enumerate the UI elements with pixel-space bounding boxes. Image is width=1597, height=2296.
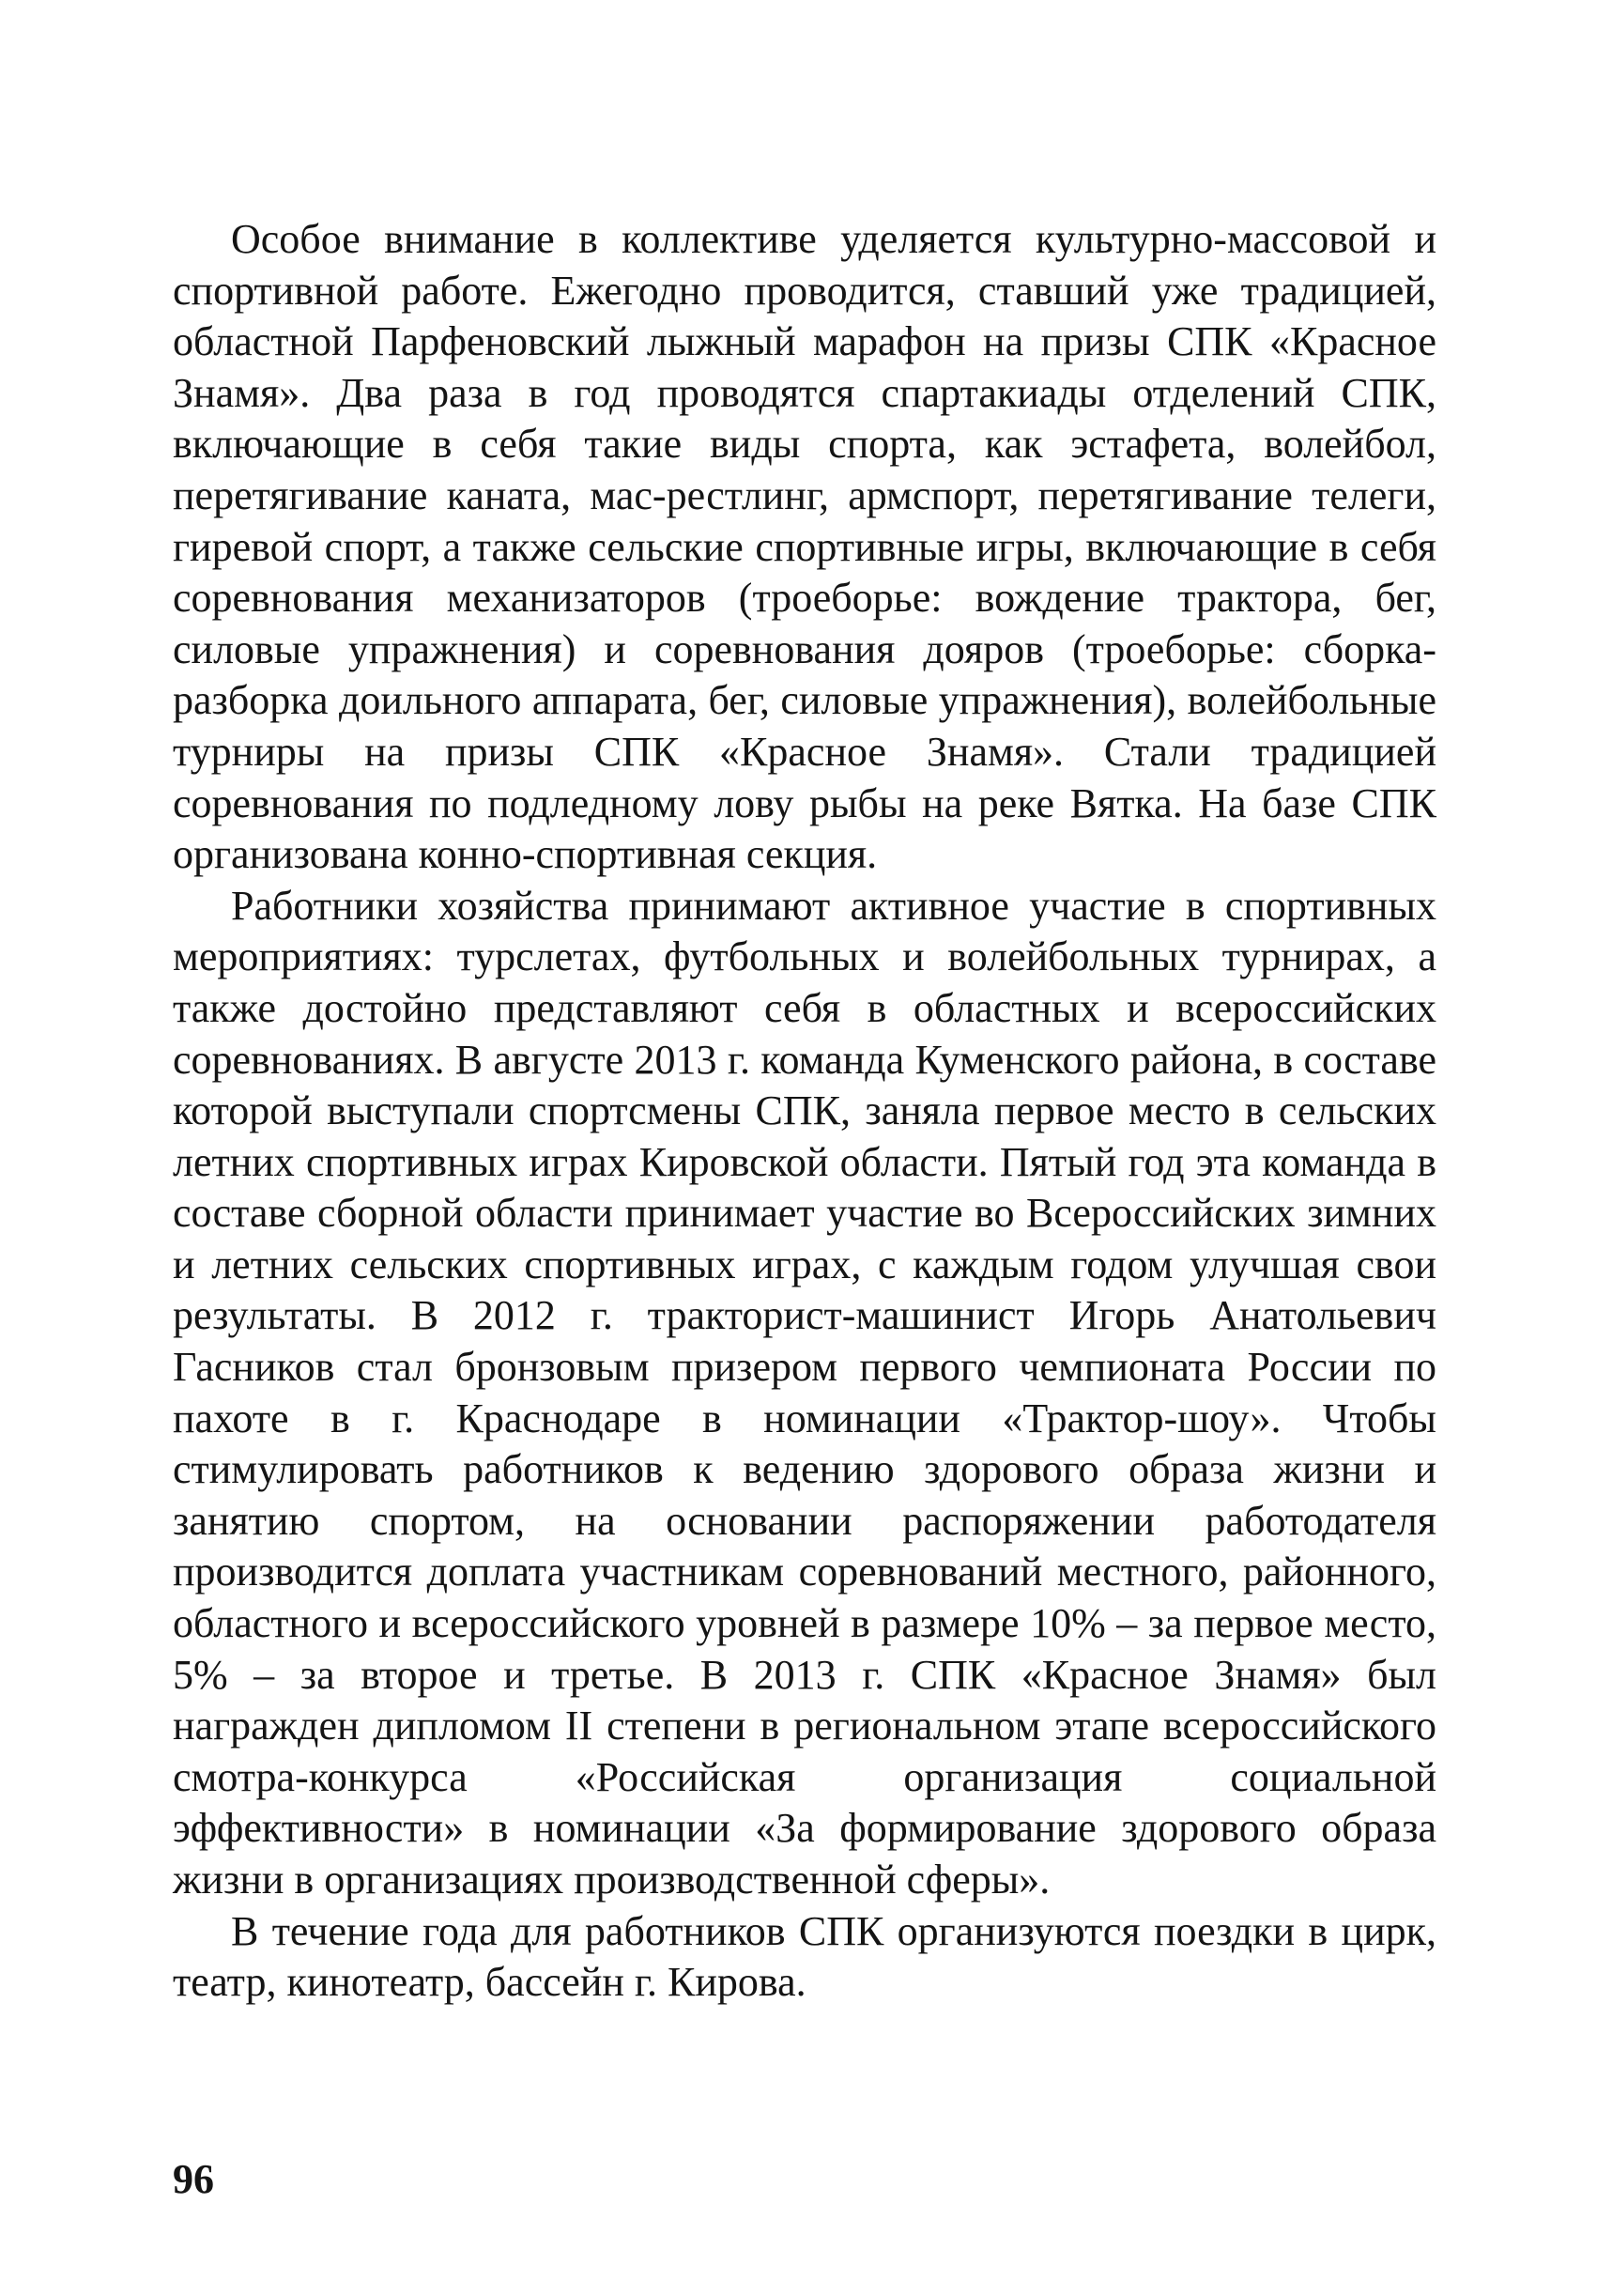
paragraph-trips: В течение года для работников СПК организуются поездки в цирк, театр, кинотеатр, бассейн г. Кирова. <box>173 1907 1436 2006</box>
page-body <box>173 214 1436 2009</box>
paragraph-competitions: Работники хозяйства принимают активное участие в спортивных мероприятиях: турслетах, футбольных и волейбольных турнирах, а также достойно представляют себя в областных и всероссийских соревнованиях. В августе 2013 г. команда Куменского района, в составе которой выступали спортсмены СПК, заняла первое место в сельских летних спортивных играх Кировской области. Пятый год эта команда в составе сборной области принимает участие во Всероссийских зимних и летних сельских спортивных играх, с каждым годом улучшая свои результаты. В 2012 г. тракторист-машинист Игорь Анатольевич Гасников стал бронзовым призером первого чемпионата России по пахоте в г. Краснодаре в номинации «Трактор-шоу». Чтобы стимулировать работников к ведению здорового образа жизни и занятию спортом, на основании распоряжении работодателя производится доплата участникам соревнований местного, районного, областного и всероссийского уровней в размере 10% – за первое место, 5% – за второе и третье. В 2013 г. СПК «Красное Знамя» был награжден дипломом II степени в региональном этапе всероссийского смотра-конкурса «Российская организация социальной эффективности» в номинации «За формирование здорового образа жизни в организациях производственной сферы». <box>173 882 1436 1903</box>
page-number: 96 <box>173 2156 214 2202</box>
paragraph-sports-work: Особое внимание в коллективе уделяется культурно-массовой и спортивной работе. Ежегодно проводится, ставший уже традицией, областной Парфеновский лыжный марафон на призы СПК «Красное Знамя». Два раза в год проводятся спартакиады отделений СПК, включающие в себя такие виды спорта, как эстафета, волейбол, перетягивание каната, мас-рестлинг, армспорт, перетягивание телеги, гиревой спорт, а также сельские спортивные игры, включающие в себя соревнования механизаторов (троеборье: вождение трактора, бег, силовые упражнения) и соревнования дояров (троеборье: сборка-разборка доильного аппарата, бег, силовые упражнения), волейбольные турниры на призы СПК «Красное Знамя». Стали традицией соревнования по подледному лову рыбы на реке Вятка. На базе СПК организована конно-спортивная секция. <box>173 216 1436 878</box>
